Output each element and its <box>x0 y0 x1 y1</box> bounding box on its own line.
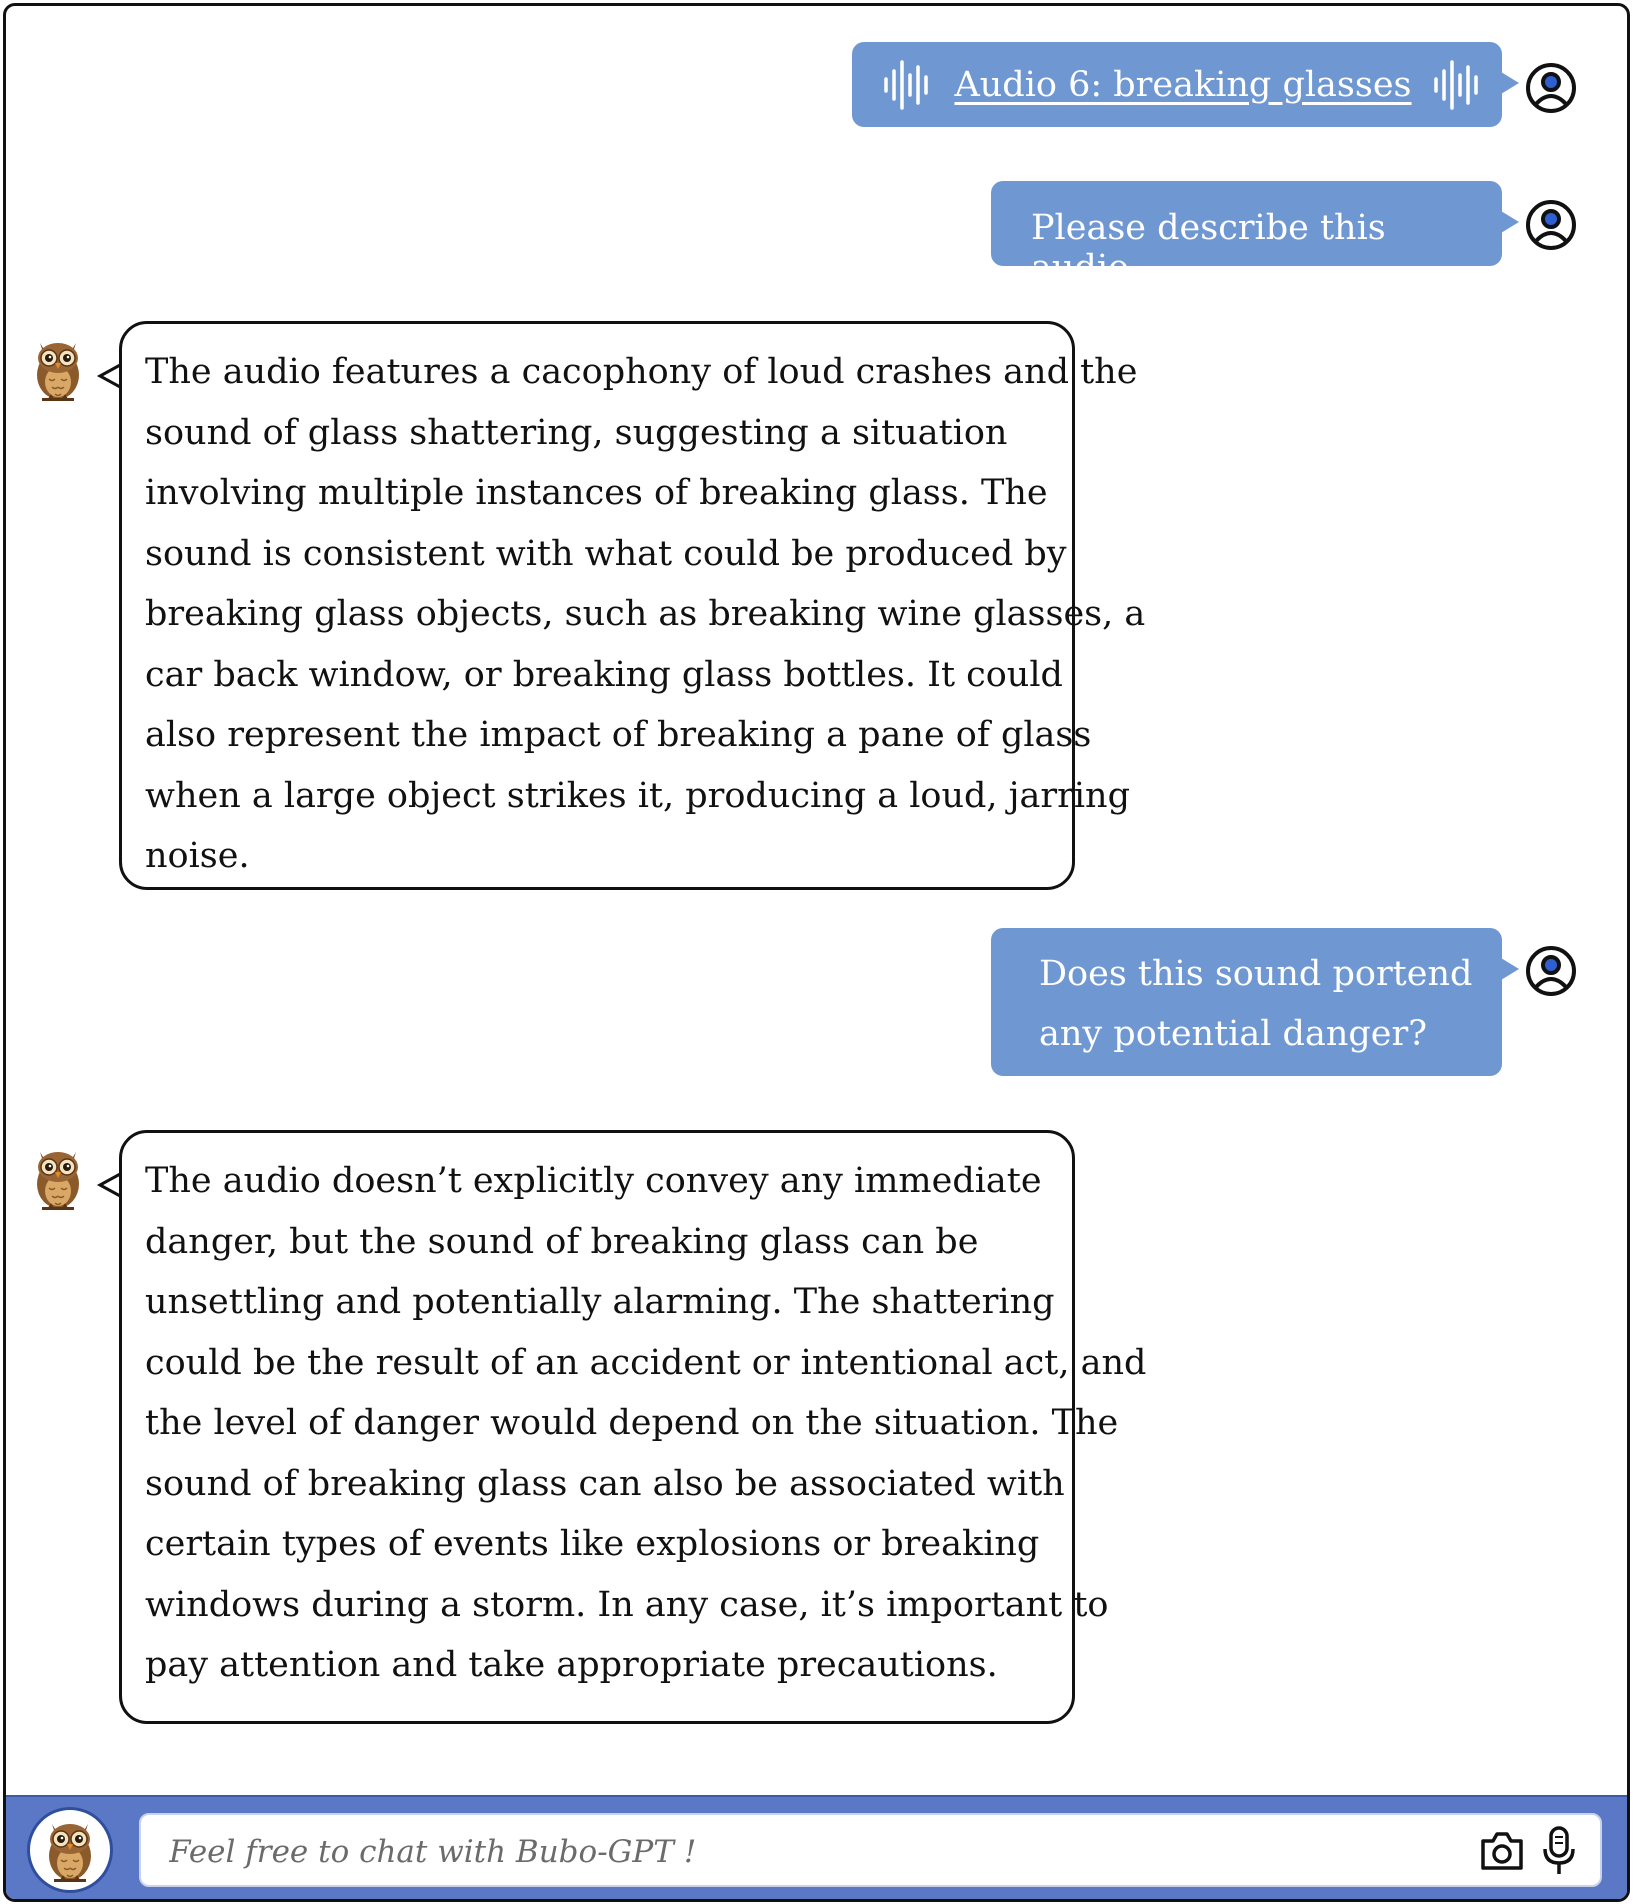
user-message-line: any potential danger? <box>1039 1014 1427 1054</box>
message-line: breaking glass objects, such as breaking wine glasses, a <box>145 594 1146 634</box>
user-text-message <box>991 181 1502 288</box>
message-line: noise. <box>145 836 250 876</box>
message-line: windows during a storm. In any case, it’s important to <box>145 1584 1109 1625</box>
message-line: The audio doesn’t explicitly convey any immediate <box>145 1161 1042 1201</box>
user-circle-icon <box>1524 944 1578 998</box>
owl-icon <box>30 1144 86 1212</box>
message-line: pay attention and take appropriate precautions. <box>145 1645 998 1685</box>
user-circle-icon <box>1524 198 1578 252</box>
user-circle-icon <box>1524 61 1578 115</box>
owl-icon <box>42 1816 98 1884</box>
message-line: could be the result of an accident or intentional act, and <box>145 1342 1147 1383</box>
message-line: also represent the impact of breaking a pane of glass <box>145 715 1092 755</box>
user-message-text: Please describe this audio. <box>1031 208 1386 288</box>
microphone-icon[interactable] <box>1541 1825 1577 1877</box>
audio-wave-icon <box>882 59 934 111</box>
chat-window <box>3 3 1630 1902</box>
assistant-message <box>119 321 1146 890</box>
owl-icon <box>30 335 86 403</box>
message-line: sound is consistent with what could be produced by <box>145 533 1067 574</box>
assistant-message <box>119 1130 1147 1724</box>
user-message-line: Does this sound portend <box>1039 954 1473 994</box>
message-line: when a large object strikes it, producing a loud, jarring <box>145 775 1131 816</box>
user-text-message <box>991 928 1502 1076</box>
audio-title-link[interactable]: Audio 6: breaking glasses <box>954 64 1412 105</box>
message-line: certain types of events like explosions or breaking <box>145 1524 1040 1564</box>
message-line: danger, but the sound of breaking glass can be <box>145 1221 979 1262</box>
assistant-avatar <box>27 1807 113 1893</box>
message-line: unsettling and potentially alarming. The shattering <box>145 1282 1055 1322</box>
message-line: sound of breaking glass can also be associated with <box>145 1463 1065 1504</box>
message-line: car back window, or breaking glass bottles. It could <box>145 654 1063 695</box>
user-audio-message[interactable] <box>852 42 1502 127</box>
message-line: the level of danger would depend on the situation. The <box>145 1403 1119 1443</box>
camera-icon[interactable] <box>1479 1829 1525 1873</box>
chat-input-bar <box>6 1795 1627 1901</box>
audio-wave-icon <box>1432 59 1484 111</box>
chat-input-container <box>139 1813 1602 1887</box>
message-line: sound of glass shattering, suggesting a situation <box>145 412 1008 453</box>
chat-input[interactable] <box>167 1823 1451 1881</box>
message-line: involving multiple instances of breaking glass. The <box>145 473 1048 513</box>
message-line: The audio features a cacophony of loud crashes and the <box>145 352 1138 392</box>
